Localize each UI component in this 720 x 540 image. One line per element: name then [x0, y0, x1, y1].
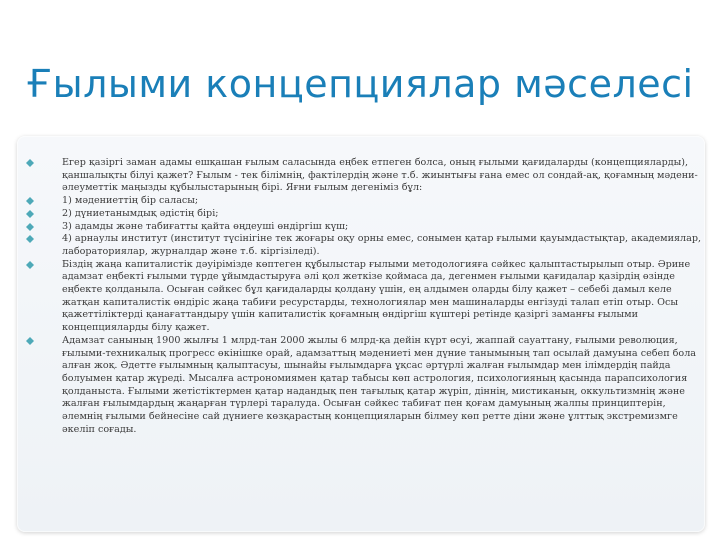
list-item-text: 4) арнаулы институт (институт түсінігіне тек жоғары оқу орны емес, сонымен қатар ғылыми қауымдастықтар, академиялар, лабораториялар, журналдар және т.б. кіргізіледі). [62, 233, 702, 257]
list-item [22, 259, 704, 335]
bullet-icon [26, 210, 34, 218]
bullet-icon [26, 337, 34, 345]
list-item-text: 1) мәдениеттің бір саласы; [62, 195, 199, 207]
list-item-text: 2) дүниетанымдық әдістің бірі; [62, 207, 219, 219]
list-item [22, 157, 704, 195]
list-item-text: Біздің жаңа капиталистік дәуірімізде көптеген құбылыстар ғылыми методологияға сәйкес қалыптастырылып отыр. Әрине адамзат еңбекті ғылыми түрде ұйымдастыруға әлі қол жеткізе қоймаса да, дегенмен ғылыми қағидалар қазірдің өзінде еңбекте қолданыла. Осыған сәйкес бұл қағидаларды қолдану үшін, ең алдымен оларды білу қажет – себебі дамыл келе жатқан капиталистік өндіріс жаңа табиғи ресурстарды, технологиялар мен машиналарды енгізуді талап етіп отыр. Осы қажеттіліктерді қанағаттандыру үшін капиталистік қоғамның өндіргіш күштері ретінде қазіргі заманғы ғылыми концепцияларды білу қажет. [62, 258, 691, 334]
list-item [22, 208, 704, 221]
list-item [22, 335, 704, 437]
list-item-text: Адамзат санының 1900 жылғы 1 млрд-тан 2000 жылы 6 млрд-қа дейін күрт өсуі, жаппай сауаттану, ғылыми революция, ғылыми-техникалық прогресс өкінішке орай, адамзаттың мәдениеті мен дүние танымының тап осылай дамуына себеп бола алған жоқ. Әдетте ғылымның қалыптасуы, шынайы ғылымдарға ұқсас әртүрлі жалған ғылымдар мен ілімдердің пайда болуымен қатар жүреді. Мысалға астрономиямен қатар табысы көп астрология, психологияның қасында парапсихология қолданыста. Ғылыми жетістіктермен қатар надандық пен тағылық қатар жүріп, діннің, мистиканың, оккультизмнің және жалған ғылымдардың жаңарған түрлері таралуда. Осыған сәйкес табиғат пен қоғам дамуының жалпы принциптерін, әлемнің ғылыми бейнесіне сай дүниеге көзқарастың концепцияларын білмеу көп ретте діни және ұлттық экстремизмге әкеліп соғады. [62, 334, 697, 435]
bullet-list [22, 157, 704, 436]
list-item [22, 221, 704, 234]
bullet-icon [26, 261, 34, 269]
slide-title: Ғылыми концепциялар мәселесі [26, 62, 694, 106]
bullet-icon [26, 235, 34, 243]
bullet-icon [26, 197, 34, 205]
bullet-icon [26, 223, 34, 231]
list-item [22, 195, 704, 208]
bullet-icon [26, 159, 34, 167]
list-item [22, 233, 704, 258]
list-item-text: 3) адамды және табиғатты қайта өңдеуші өндіргіш күш; [62, 220, 349, 232]
list-item-text: Егер қазіргі заман адамы ешқашан ғылым саласында еңбек етпеген болса, оның ғылыми қағидаларды (концепцияларды), қаншалықты білуі қажет? Ғылым - тек білімнің, фактілердің және т.б. жиынтығы ғана емес ол сондай-ақ, қоғамның мәдени-әлеуметтік маңызды құбылыстарының бірі. Яғни ғылым дегеніміз бұл: [62, 157, 698, 194]
